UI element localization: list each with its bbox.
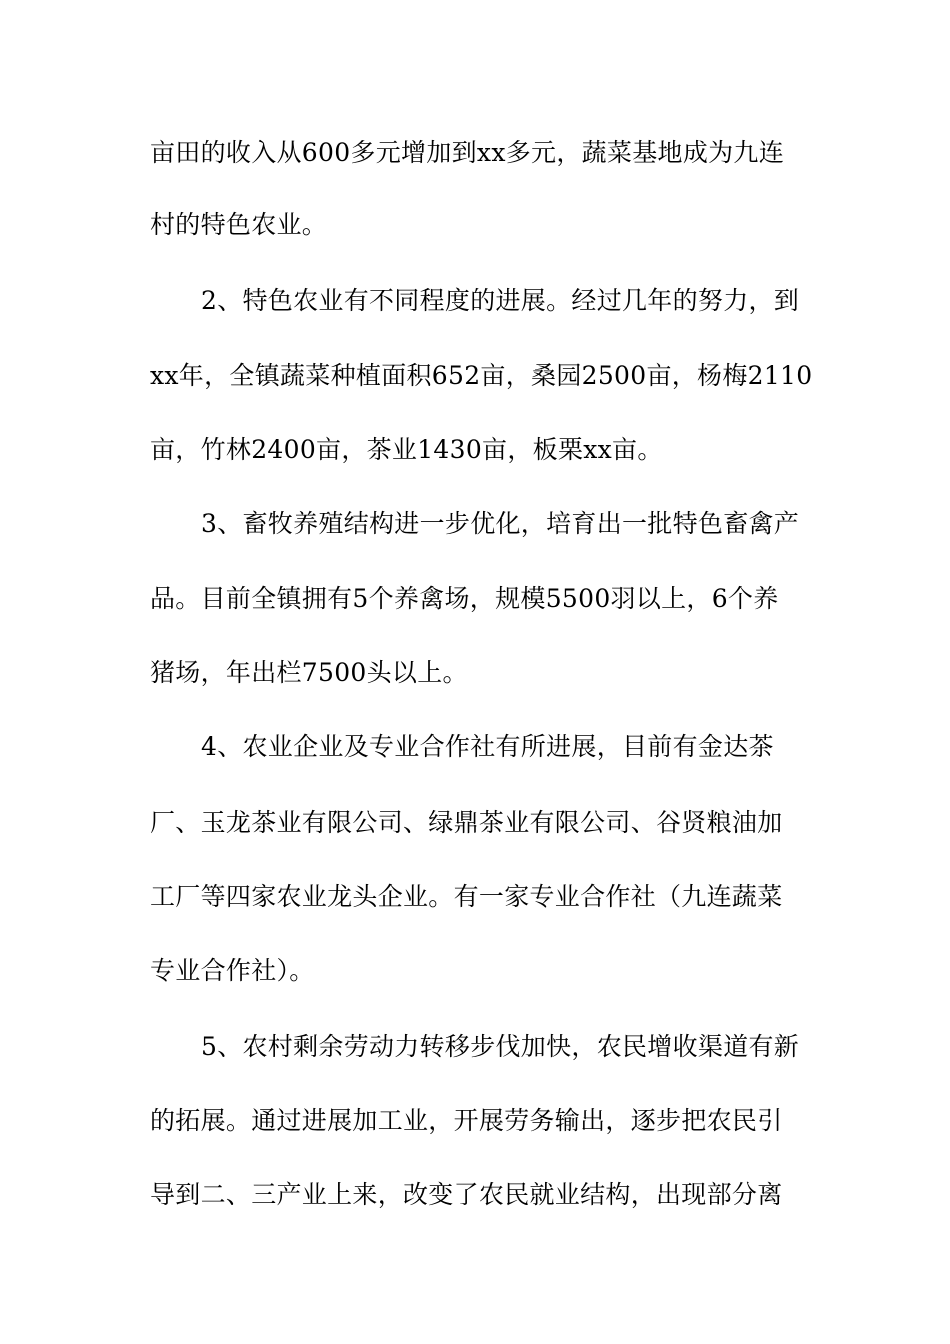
text-line: 猪场，年出栏7500头以上。	[150, 658, 468, 687]
text-line: 村的特色农业。	[150, 210, 328, 239]
text-line: 导到二、三产业上来，改变了农民就业结构，出现部分离	[150, 1180, 783, 1209]
text-line: 亩田的收入从600多元增加到xx多元，蔬菜基地成为九连	[150, 138, 785, 167]
paragraph-3-start: 3、畜牧养殖结构进一步优化，培育出一批特色畜禽产	[201, 509, 800, 538]
paragraph-5-start: 5、农村剩余劳动力转移步伐加快，农民增收渠道有新	[201, 1032, 800, 1061]
paragraph-4-start: 4、农业企业及专业合作社有所进展，目前有金达茶	[201, 732, 774, 761]
text-line: 亩，竹林2400亩，茶业1430亩，板栗xx亩。	[150, 435, 663, 464]
text-line: 品。目前全镇拥有5个养禽场，规模5500羽以上，6个养	[150, 584, 779, 613]
text-line: 专业合作社）。	[150, 956, 315, 985]
text-line: 厂、玉龙茶业有限公司、绿鼎茶业有限公司、谷贤粮油加	[150, 808, 783, 837]
paragraph-2-start: 2、特色农业有不同程度的进展。经过几年的努力，到	[201, 286, 800, 315]
text-line: 工厂等四家农业龙头企业。有一家专业合作社（九连蔬菜	[150, 882, 783, 911]
text-line: 的拓展。通过进展加工业，开展劳务输出，逐步把农民引	[150, 1106, 783, 1135]
text-line: xx年，全镇蔬菜种植面积652亩，桑园2500亩，杨梅2110	[150, 361, 813, 390]
